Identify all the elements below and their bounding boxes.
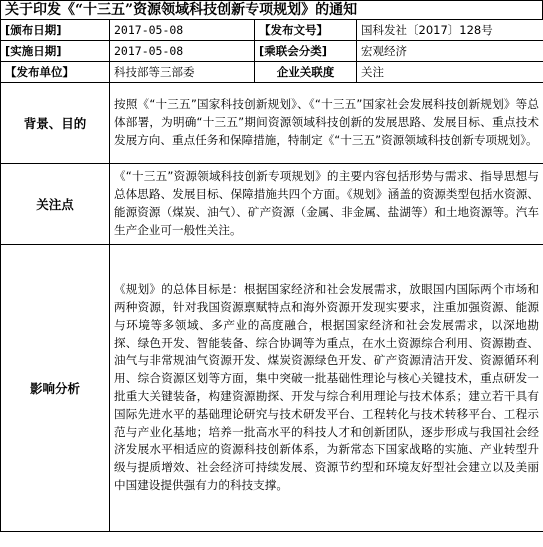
category-value: 宏观经济	[357, 41, 543, 62]
issue-date-value: 2017-05-08	[110, 20, 255, 41]
background-label: 背景、目的	[1, 83, 110, 164]
meta-row-issue	[1, 20, 543, 41]
category-label: [乘联会分类]	[255, 41, 357, 62]
meta-row-effective	[1, 41, 543, 62]
relevance-label: 企业关联度	[255, 62, 357, 83]
focus-label: 关注点	[1, 164, 110, 245]
issuer-value: 科技部等三部委	[110, 62, 255, 83]
document-title: 关于印发《“十三五”资源领域科技创新专项规划》的通知	[0, 0, 543, 20]
impact-label: 影响分析	[1, 245, 110, 532]
effective-date-value: 2017-05-08	[110, 41, 255, 62]
impact-text: 《规划》的总体目标是：根据国家经济和社会发展需求，放眼国内国际两个市场和两种资源，针对我国资源禀赋特点和海外资源开发现实要求，注重加强资源、能源与环境等多领域、多产业的高度融合，根据国家经济和社会发展需求，以深地勘探、绿色开发、智能装备、综合协调等为重点，在水土资源综合利用、资源勘查、油气与非常规油气资源开发、煤炭资源绿色开发、矿产资源清洁开发、资源循环利用、综合资源区划等方面，集中突破一批基础性理论与核心关键技术，重点研发一批重大关键装备，构建资源勘探、开发与综合利用理论与技术体系；建立若干具有国际先进水平的基础理论研究与技术研发平台、工程转化与技术转移平台、工程示范与产业化基地；培养一批高水平的科技人才和创新团队，逐步形成与我国社会经济发展水平相适应的资源科技创新体系，为新常态下国家战略的实施、产业转型升级与提质增效、社会经济可持续发展、资源节约型和环境友好型社会建立以及美丽中国建设提供强有力的科技支撑。	[110, 245, 543, 532]
section-row-impact	[1, 245, 543, 532]
meta-row-issuer	[1, 62, 543, 83]
doc-number-label: 【发布文号】	[255, 20, 357, 41]
background-text: 按照《“十三五”国家科技创新规划》、《“十三五”国家社会发展科技创新规划》等总体部署，为明确“十三五”期间资源领域科技创新的发展思路、发展目标、重点技术发展方向、重点任务和保障措施，特制定《“十三五”资源领域科技创新专项规划》。	[110, 83, 543, 164]
relevance-value: 关注	[357, 62, 543, 83]
section-row-focus	[1, 164, 543, 245]
section-row-background	[1, 83, 543, 164]
issue-date-label: [颁布日期]	[1, 20, 110, 41]
issuer-label: 【发布单位】	[1, 62, 110, 83]
focus-text: 《“十三五”资源领域科技创新专项规划》的主要内容包括形势与需求、指导思想与总体思路、发展目标、保障措施共四个方面。《规划》涵盖的资源类型包括水资源、能源资源（煤炭、油气）、矿产资源（金属、非金属、盐湖等）和土地资源等。汽车生产企业可一般性关注。	[110, 164, 543, 245]
doc-number-value: 国科发社〔2017〕128号	[357, 20, 543, 41]
effective-date-label: [实施日期]	[1, 41, 110, 62]
notice-table	[0, 19, 543, 532]
